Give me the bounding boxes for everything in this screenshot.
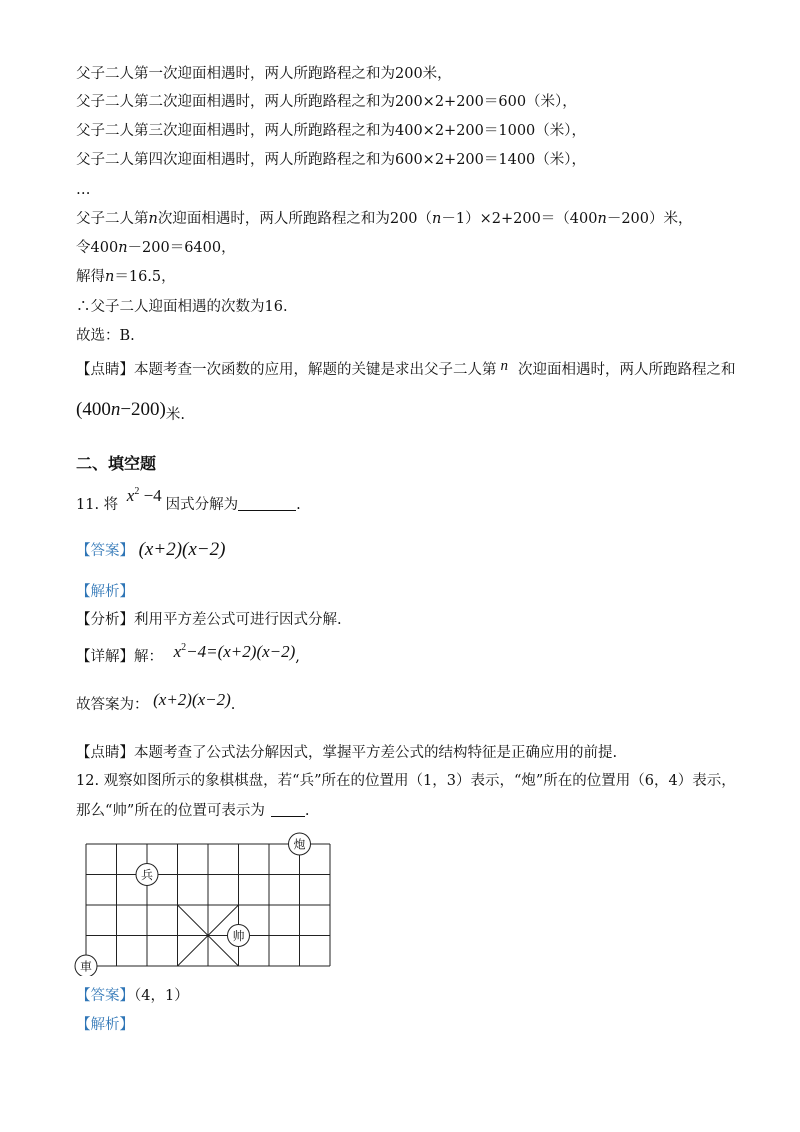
solution-line-4: 父子二人第四次迎面相遇时，两人所跑路程之和为600×2+200＝1400（米）， xyxy=(76,152,587,168)
comment-label: 【点睛】 xyxy=(76,362,134,378)
comment-expression-line: (400n−200)米. xyxy=(76,399,185,423)
comment-line-1: 【点睛】本题考查一次函数的应用，解题的关键是求出父子二人第 n 次迎面相遇时，两人所跑路程之和 xyxy=(76,358,736,378)
answer-value: （4，1） xyxy=(134,988,189,1004)
question-11: 11. 将 $x^2 -4$ 因式分解为 . xyxy=(76,486,301,513)
question-12-line-2: 那么“帅”所在的位置可表示为 . xyxy=(76,803,310,819)
ellipsis-line: … xyxy=(76,182,91,198)
q11-final: 故答案为： (x+2)(x−2). xyxy=(76,690,236,713)
chess-piece-label: 兵 xyxy=(140,868,154,882)
q11-comment: 【点睛】本题考查了公式法分解因式，掌握平方差公式的结构特征是正确应用的前提. xyxy=(76,745,618,761)
nth-meeting-line: 父子二人第n次迎面相遇时，两人所跑路程之和为200（n－1）×2+200＝（400n－200）米， xyxy=(76,211,693,227)
chess-piece-label: 帅 xyxy=(232,929,245,943)
solution-line-1: 父子二人第一次迎面相遇时，两人所跑路程之和为200米， xyxy=(76,66,452,82)
answer-value: (x+2)(x−2) xyxy=(138,539,226,560)
detail-expression: $x^2-4=(x+2)(x-2)$ xyxy=(173,642,296,661)
choice-line: 故选：B. xyxy=(76,328,135,344)
chess-board xyxy=(74,828,338,976)
expression: (400n−200) xyxy=(76,399,166,420)
q11-detail: 【详解】解： $x^2-4=(x+2)(x-2)$, xyxy=(76,642,300,665)
let-line: 令400n－200＝6400， xyxy=(76,240,236,256)
analysis-label: 【解析】 xyxy=(76,584,134,600)
solution-line-3: 父子二人第三次迎面相遇时，两人所跑路程之和为400×2+200＝1000（米）， xyxy=(76,123,587,139)
answer-label: 【答案】 xyxy=(76,543,134,559)
q11-expression: $x^2 -4$ xyxy=(126,486,162,505)
answer-label: 【答案】 xyxy=(76,988,134,1004)
answer-blank xyxy=(238,496,296,511)
q12-answer xyxy=(76,986,189,1006)
therefore-line: ∴父子二人迎面相遇的次数为16. xyxy=(76,299,288,315)
q11-fenxi: 【分析】利用平方差公式可进行因式分解. xyxy=(76,612,342,628)
solve-line: 解得n＝16.5， xyxy=(76,269,176,285)
chess-piece-label: 炮 xyxy=(293,837,306,852)
solution-line-2: 父子二人第二次迎面相遇时，两人所跑路程之和为200×2+200＝600（米）， xyxy=(76,94,577,110)
analysis-label-2: 【解析】 xyxy=(76,1017,134,1033)
q11-answer xyxy=(76,540,225,564)
question-12-line-1: 12. 观察如图所示的象棋棋盘，若“兵”所在的位置用（1，3）表示，“炮”所在的位置用（6，4）表示， xyxy=(76,773,736,789)
chess-piece-label: 車 xyxy=(79,959,93,974)
answer-blank xyxy=(271,802,305,817)
section-title: 二、填空题 xyxy=(76,454,157,473)
